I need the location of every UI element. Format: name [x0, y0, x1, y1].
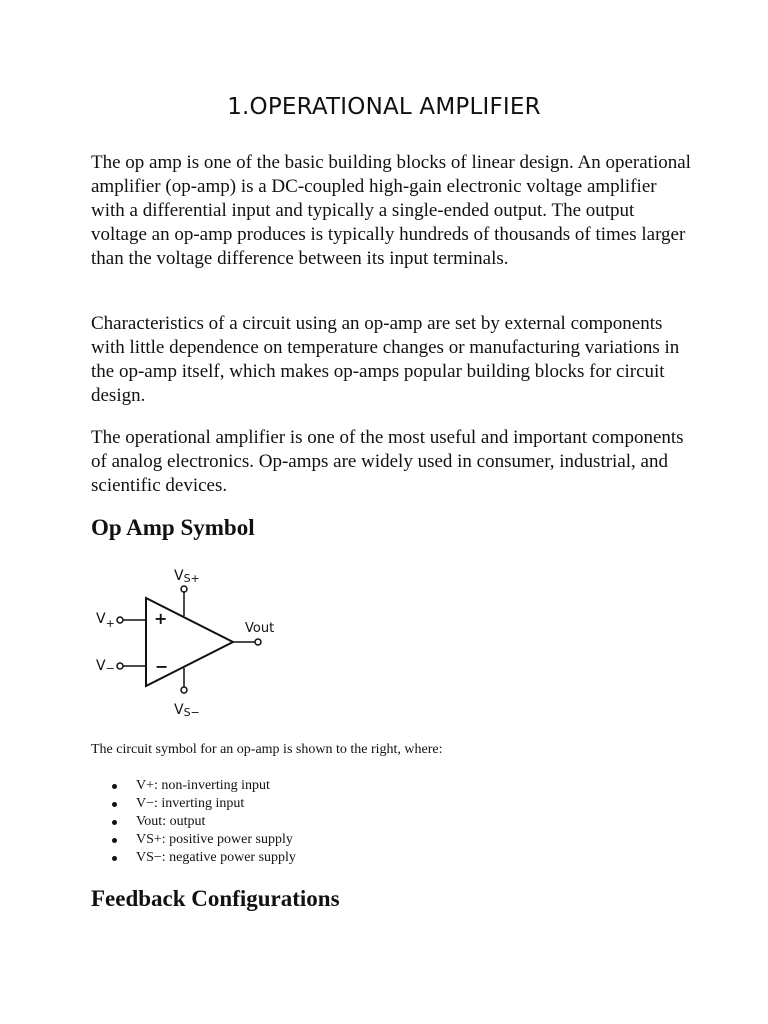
terminal-legend-list: [91, 777, 296, 867]
minus-sign: −: [155, 657, 169, 676]
vs-minus-label: VS−: [174, 702, 200, 719]
vplus-terminal: [117, 617, 123, 623]
op-amp-symbol-heading: Op Amp Symbol: [91, 515, 255, 540]
paragraph-intro: The op amp is one of the basic building blocks of linear design. An operational amplifier (op-amp) is a DC-coupled high-gain electronic voltage amplifier with a differential input and typically a single-ended output. The output voltage an op-amp produces is typically hundreds of thousands of times larger than the voltage difference between its input terminals.: [91, 152, 691, 269]
vs-plus-terminal: [181, 586, 187, 592]
vs-plus-label: VS+: [174, 568, 200, 585]
paragraph-usage: The operational amplifier is one of the most useful and important components of analog electronics. Op-amps are widely used in consumer, industrial, and scientific devices.: [91, 427, 684, 496]
vplus-label: $V_+$: [96, 611, 115, 630]
vminus-terminal: [117, 663, 123, 669]
legend-item: VS+: positive power supply: [91, 831, 296, 849]
bullet-icon: [112, 802, 117, 807]
plus-sign: +: [154, 609, 168, 628]
vout-label: Vout: [245, 621, 275, 636]
page-title: 1.OPERATIONAL AMPLIFIER: [227, 94, 541, 120]
bullet-icon: [112, 820, 117, 825]
diagram-caption: The circuit symbol for an op-amp is shown to the right, where:: [91, 742, 443, 757]
vminus-label: V−: [96, 658, 115, 675]
feedback-configurations-heading: Feedback Configurations: [91, 886, 340, 911]
bullet-icon: [112, 856, 117, 861]
legend-item: VS−: negative power supply: [91, 849, 296, 867]
bullet-icon: [112, 838, 117, 843]
vout-terminal: [255, 639, 261, 645]
op-amp-symbol-diagram: [88, 560, 298, 720]
paragraph-characteristics: Characteristics of a circuit using an op-amp are set by external components with little dependence on temperature changes or manufacturing variations in the op-amp itself, which makes op-amps popular building blocks for circuit design.: [91, 313, 680, 406]
legend-item: V+: non-inverting input: [91, 777, 296, 795]
legend-item: V−: inverting input: [91, 795, 296, 813]
vs-minus-terminal: [181, 687, 187, 693]
legend-item: Vout: output: [91, 813, 296, 831]
bullet-icon: [112, 784, 117, 789]
